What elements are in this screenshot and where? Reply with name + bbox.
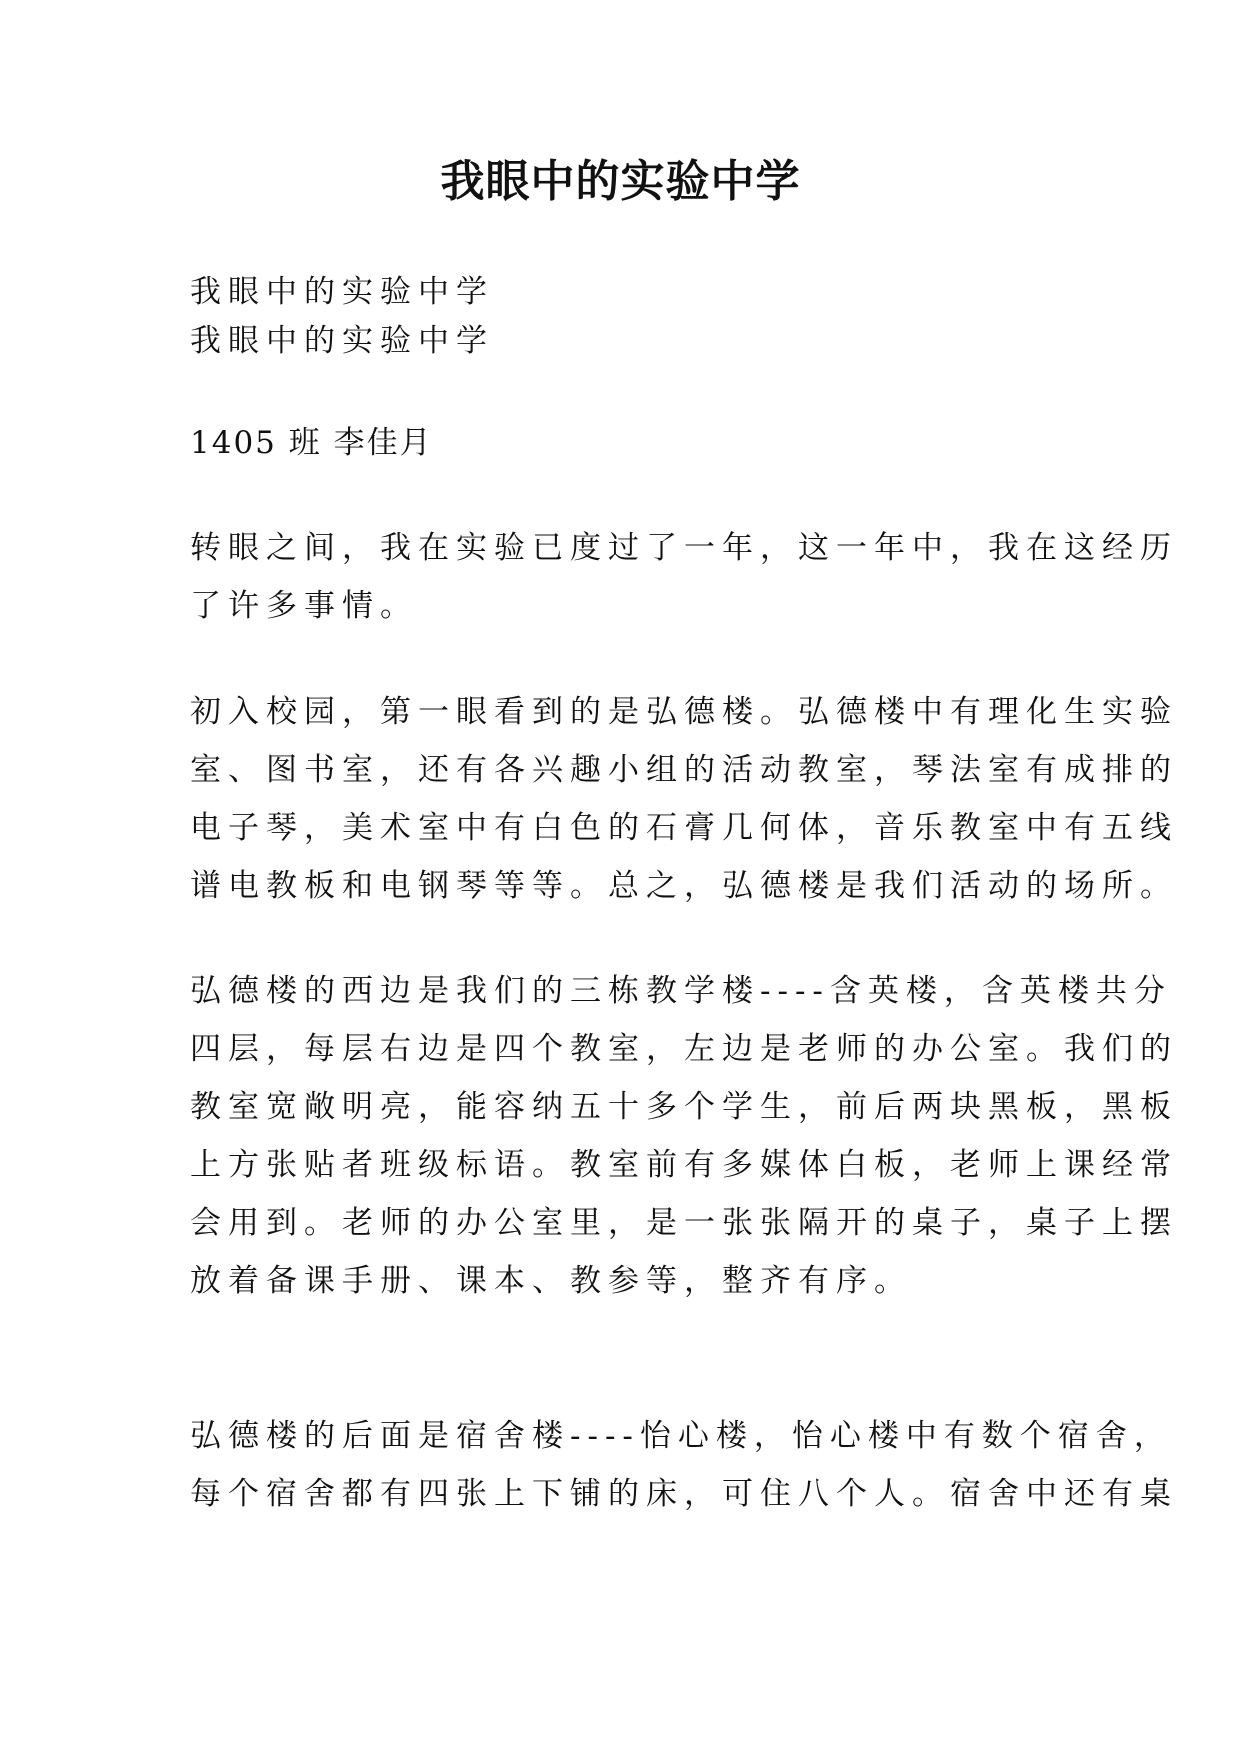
paragraph-2 [190, 683, 1178, 915]
text-line: 室、图书室，还有各兴趣小组的活动教室，琴法室有成排的 [190, 752, 1178, 788]
text-line: 了许多事情。 [190, 588, 418, 624]
text-line: 弘德楼的后面是宿舍楼----怡心楼，怡心楼中有数个宿舍， [190, 1418, 1172, 1454]
text-line: 初入校园，第一眼看到的是弘德楼。弘德楼中有理化生实验 [190, 694, 1178, 730]
text-line: 弘德楼的西边是我们的三栋教学楼----含英楼，含英楼共分 [190, 973, 1172, 1009]
text-line: 谱电教板和电钢琴等等。总之，弘德楼是我们活动的场所。 [190, 868, 1178, 904]
author-line: 1405 班 李佳月 [190, 425, 433, 461]
paragraph-3 [190, 962, 1178, 1310]
text-line: 会用到。老师的办公室里，是一张张隔开的桌子，桌子上摆 [190, 1205, 1178, 1241]
text-line: 教室宽敞明亮，能容纳五十多个学生，前后两块黑板，黑板 [190, 1089, 1178, 1125]
subtitle-line: 我眼中的实验中学 [190, 323, 494, 359]
text-line: 转眼之间，我在实验已度过了一年，这一年中，我在这经历 [190, 530, 1178, 566]
text-line: 放着备课手册、课本、教参等，整齐有序。 [190, 1263, 912, 1299]
text-line: 电子琴，美术室中有白色的石膏几何体，音乐教室中有五线 [190, 810, 1178, 846]
subtitle-line: 我眼中的实验中学 [190, 274, 494, 310]
page-title: 我眼中的实验中学 [440, 156, 801, 207]
paragraph-1 [190, 519, 1178, 635]
text-line: 四层，每层右边是四个教室，左边是老师的办公室。我们的 [190, 1031, 1178, 1067]
paragraph-4 [190, 1407, 1178, 1523]
text-line: 每个宿舍都有四张上下铺的床，可住八个人。宿舍中还有桌 [190, 1476, 1178, 1512]
text-line: 上方张贴者班级标语。教室前有多媒体白板，老师上课经常 [190, 1147, 1178, 1183]
